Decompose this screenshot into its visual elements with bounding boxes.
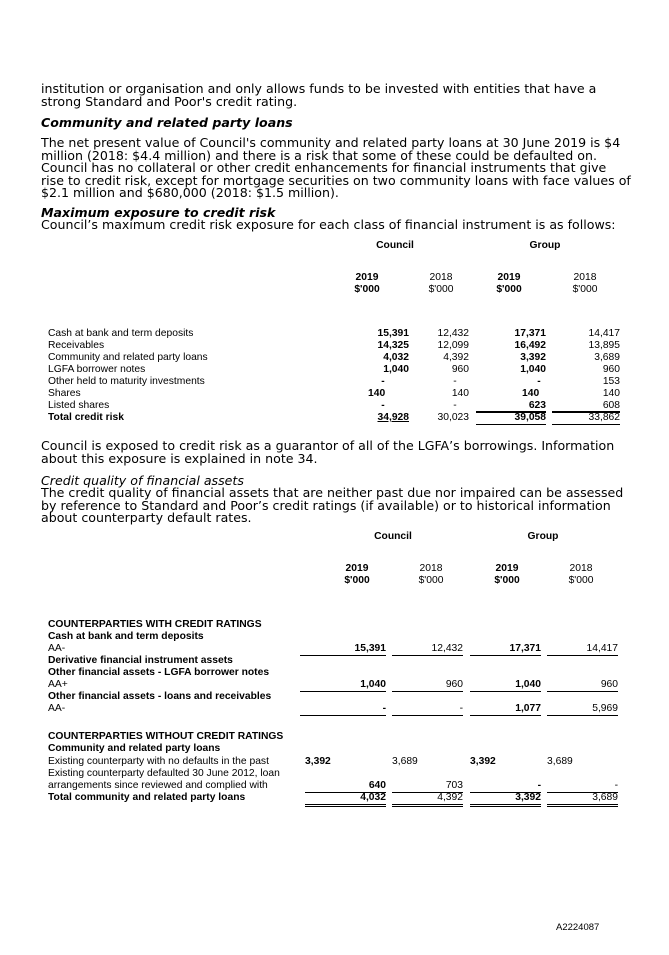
- cell: 1,040: [520, 364, 546, 375]
- cell: 623: [476, 400, 546, 413]
- community-loans-subheading: Community and related party loans: [48, 743, 221, 754]
- total-row-label: Total credit risk: [48, 412, 124, 423]
- total-cell: 34,928: [377, 412, 409, 423]
- cell: 3,689: [392, 756, 418, 767]
- cell: 140: [522, 388, 540, 399]
- cell: 3,392: [520, 352, 546, 363]
- cell: 140: [368, 388, 386, 399]
- cell: 14,417: [547, 643, 618, 656]
- cell: -: [453, 376, 457, 387]
- cell: 16,492: [514, 340, 546, 351]
- group-header-council: Council: [374, 531, 412, 542]
- cell: 12,099: [437, 340, 469, 351]
- total-cell: 3,689: [547, 792, 618, 807]
- cell: 608: [552, 400, 620, 413]
- cell: 960: [547, 679, 618, 692]
- cell: 960: [451, 364, 469, 375]
- cell: 4,032: [383, 352, 409, 363]
- document-code: A2224087: [556, 922, 600, 933]
- col-year: 2019: [495, 563, 519, 574]
- cell: 1,040: [383, 364, 409, 375]
- col-year: 2019: [355, 272, 379, 283]
- max-exposure-heading: Maximum exposure to credit risk: [41, 205, 276, 220]
- cell: 5,969: [547, 703, 618, 716]
- guarantor-paragraph: Council is exposed to credit risk as a guarantor of all of the LGFA’s borrowings. Information about this exposure is explained in note 34.: [41, 438, 615, 466]
- cell: -: [453, 400, 457, 411]
- col-unit: $'000: [494, 575, 520, 586]
- cell: 15,391: [300, 643, 386, 656]
- cell: 960: [392, 679, 463, 692]
- row-label: AA-: [48, 703, 66, 714]
- cell: 4,392: [443, 352, 469, 363]
- cell: 960: [602, 364, 620, 375]
- col-unit: $'000: [354, 284, 380, 295]
- cell: 3,689: [594, 352, 620, 363]
- cell: -: [300, 703, 386, 716]
- total-cell: 39,058: [476, 411, 546, 425]
- row-label: Receivables: [48, 340, 105, 351]
- cell: 17,371: [514, 328, 546, 339]
- cell: -: [381, 400, 385, 411]
- row-label: Shares: [48, 388, 81, 399]
- total-cell: 4,032: [305, 792, 386, 807]
- cell: 140: [602, 388, 620, 399]
- col-year: 2018: [569, 563, 593, 574]
- max-exposure-intro: Council’s maximum credit risk exposure for each class of financial instrument is as follows:: [41, 217, 616, 232]
- row-label: Other held to maturity investments: [48, 376, 205, 387]
- credit-quality-heading: Credit quality of financial assets: [41, 473, 244, 488]
- col-year: 2018: [419, 563, 443, 574]
- derivative-heading: Derivative financial instrument assets: [48, 655, 233, 666]
- cell: 1,077: [470, 703, 541, 716]
- cell: -: [381, 376, 385, 387]
- row-label: Existing counterparty defaulted 30 June 2012, loan: [48, 768, 280, 779]
- col-year: 2018: [429, 272, 453, 283]
- cell: 3,392: [470, 756, 496, 767]
- col-unit: $'000: [496, 284, 522, 295]
- total-cell: 4,392: [392, 792, 463, 807]
- group-header-group: Group: [527, 531, 559, 542]
- cell: -: [537, 376, 541, 387]
- cell: 703: [392, 780, 463, 793]
- total-row-label: Total community and related party loans: [48, 792, 246, 803]
- row-label: arrangements since reviewed and complied with: [48, 780, 268, 791]
- col-year: 2018: [573, 272, 597, 283]
- cell: -: [470, 780, 541, 793]
- cell: 14,417: [588, 328, 620, 339]
- row-label: LGFA borrower notes: [48, 364, 146, 375]
- cell: 12,432: [437, 328, 469, 339]
- col-unit: $'000: [344, 575, 370, 586]
- row-label: AA-: [48, 643, 66, 654]
- total-cell: 3,392: [470, 792, 541, 807]
- community-loans-paragraph: The net present value of Council's community and related party loans at 30 June 2019 is $4 million (2018: $4.4 million) and there is a risk that some of these could be defaulted on. Council has no collateral or other credit enhancements for financial instruments that give rise to credit risk, except for mortgage securities on two community loans with face values of $2.1 million and $680,000 (2018: $1.5 million).: [41, 135, 631, 201]
- cell: 140: [451, 388, 469, 399]
- cell: 15,391: [377, 328, 409, 339]
- cell: 17,371: [470, 643, 541, 656]
- row-label: Existing counterparty with no defaults in the past: [48, 756, 269, 767]
- row-label: Listed shares: [48, 400, 110, 411]
- cash-heading: Cash at bank and term deposits: [48, 631, 204, 642]
- cell: -: [547, 780, 618, 793]
- cell: 1,040: [470, 679, 541, 692]
- col-unit: $'000: [568, 575, 594, 586]
- col-unit: $'000: [418, 575, 444, 586]
- col-year: 2019: [497, 272, 521, 283]
- col-year: 2019: [345, 563, 369, 574]
- loans-heading: Other financial assets - loans and receivables: [48, 691, 272, 702]
- cell: 13,895: [588, 340, 620, 351]
- group-header-group: Group: [529, 240, 561, 251]
- col-unit: $'000: [572, 284, 598, 295]
- cell: 3,689: [547, 756, 573, 767]
- without-ratings-heading: COUNTERPARTIES WITHOUT CREDIT RATINGS: [48, 731, 284, 742]
- total-cell: 30,023: [437, 412, 469, 423]
- lgfa-heading: Other financial assets - LGFA borrower notes: [48, 667, 270, 678]
- intro-paragraph: institution or organisation and only allows funds to be invested with entities that have a strong Standard and Poor's credit rating.: [41, 81, 597, 109]
- group-header-council: Council: [376, 240, 414, 251]
- cell: 153: [602, 376, 620, 387]
- with-ratings-heading: COUNTERPARTIES WITH CREDIT RATINGS: [48, 619, 262, 630]
- credit-quality-paragraph: The credit quality of financial assets that are neither past due nor impaired can be assessed by reference to Standard and Poor’s credit ratings (if available) or to historical information about counterparty default rates.: [41, 485, 624, 526]
- col-unit: $'000: [428, 284, 454, 295]
- row-label: Cash at bank and term deposits: [48, 328, 194, 339]
- row-label: Community and related party loans: [48, 352, 208, 363]
- row-label: AA+: [48, 679, 68, 690]
- cell: 3,392: [305, 756, 331, 767]
- total-cell: 33,862: [552, 411, 620, 425]
- cell: 1,040: [300, 679, 386, 692]
- cell: 640: [305, 780, 386, 793]
- cell: 12,432: [392, 643, 463, 656]
- cell: 14,325: [377, 340, 409, 351]
- community-loans-heading: Community and related party loans: [41, 115, 293, 130]
- cell: -: [392, 703, 463, 716]
